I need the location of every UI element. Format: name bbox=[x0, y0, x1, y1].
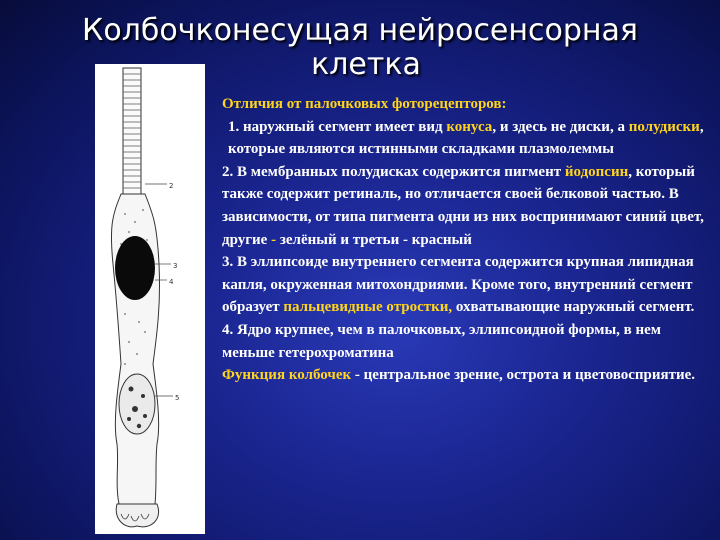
text-heading: Отличия от палочковых фоторецепторов: bbox=[222, 96, 507, 112]
p1-part: , которые являются истинными складками плазмолеммы bbox=[228, 118, 704, 158]
p1-part: 1. наружный сегмент имеет вид bbox=[228, 118, 447, 135]
title-line-2: клетка bbox=[311, 47, 421, 82]
p3-part: 3. В эллипсоиде внутреннего сегмента содержится крупная липидная капля, окруженная митохондриями. Кроме того, внутренний сегмент образует bbox=[222, 254, 694, 316]
term-iodopsin: йодопсин bbox=[564, 163, 629, 180]
text-paragraph-5 bbox=[222, 364, 710, 387]
p5-part: - центральное зрение, острота и цветовосприятие. bbox=[351, 367, 696, 384]
text-paragraph-2 bbox=[222, 161, 710, 251]
term-cone: конуса bbox=[446, 118, 493, 135]
title-line-1: Колбочконесущая нейросенсорная bbox=[82, 13, 638, 48]
callout-3: 3 bbox=[173, 262, 178, 270]
cone-cell-illustration bbox=[95, 64, 205, 534]
text-paragraph-3 bbox=[222, 251, 710, 319]
text-paragraph-4: 4. Ядро крупнее, чем в палочковых, эллипсоидной формы, в нем меньше гетерохроматина bbox=[222, 321, 662, 361]
body-text bbox=[222, 93, 710, 387]
p3-part: охватывающие наружный сегмент. bbox=[452, 299, 695, 316]
callout-2: 2 bbox=[169, 182, 174, 190]
callout-5: 5 bbox=[175, 394, 180, 402]
p2-part: , который также содержит ретиналь, но отличается своей белковой частью. В зависимости, от типа пигмента одни из них воспринимают синий цвет, другие bbox=[222, 163, 704, 248]
p2-part: 2. В мембранных полудисках содержится пигмент bbox=[222, 163, 565, 180]
term-half-disks: полудиски bbox=[628, 118, 700, 135]
term-finger-processes: пальцевидные отростки, bbox=[283, 299, 453, 316]
p1-part: , и здесь не диски, а bbox=[492, 118, 629, 135]
p2-dash: - bbox=[271, 231, 277, 248]
callout-4: 4 bbox=[169, 278, 174, 286]
term-cone-function: Функция колбочек bbox=[222, 367, 352, 384]
text-paragraph-1 bbox=[222, 116, 710, 161]
cone-cell-drawing bbox=[95, 64, 205, 534]
p2-part: зелёный и третьи - красный bbox=[276, 231, 472, 248]
